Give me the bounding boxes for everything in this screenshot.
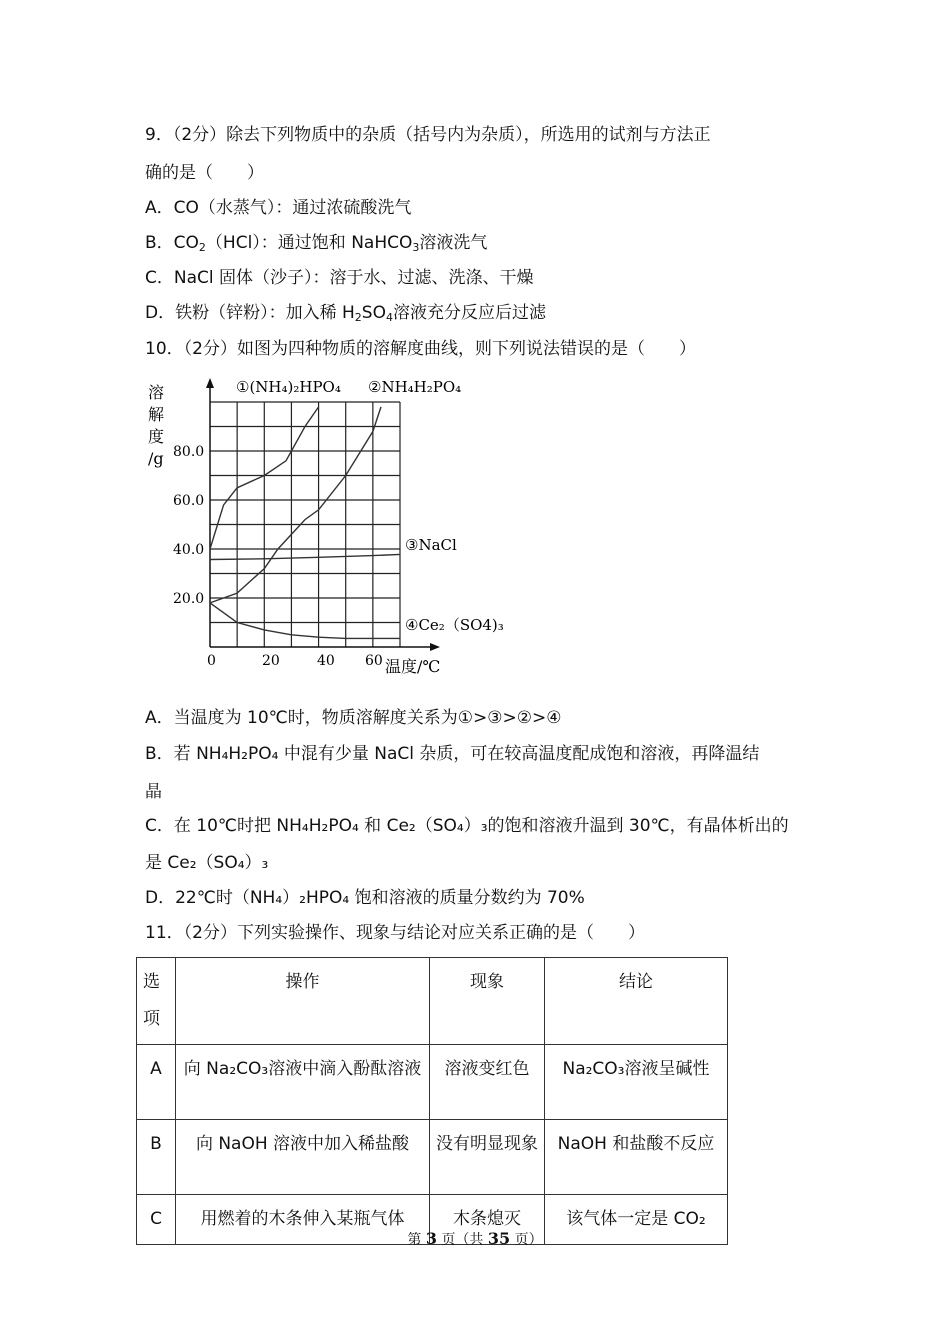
q10-option-d: D．22℃时（NH₄）₂HPO₄ 饱和溶液的质量分数约为 70% <box>145 888 585 908</box>
row-c-phenomenon: 木条熄灭 <box>430 1195 545 1245</box>
page-footer <box>0 1229 950 1249</box>
y-axis-arrow <box>206 378 214 388</box>
footer-suffix: 页） <box>514 1232 543 1248</box>
x-tick-label: 40 <box>317 653 335 669</box>
row-a-conclusion: Na₂CO₃溶液呈碱性 <box>545 1045 728 1120</box>
q9-option-b: B．$CO_2(HCl)$：通过饱和 NaHCO$_3$溶液洗气 <box>145 233 488 254</box>
x-axis-arrow <box>430 643 440 651</box>
row-c-option: C <box>137 1195 176 1245</box>
row-c-operation: 用燃着的木条伸入某瓶气体 <box>176 1195 430 1245</box>
header-phenomenon: 现象 <box>430 958 545 1045</box>
x-tick-label: 0 <box>207 653 216 669</box>
footer-total-pages: 35 <box>487 1229 511 1248</box>
footer-middle: 页（共 <box>441 1232 484 1248</box>
y-tick-label: 40.0 <box>173 542 205 558</box>
y-axis-label-char: 溶 <box>148 383 165 402</box>
footer-prefix: 第 <box>407 1232 422 1248</box>
header-option-text: 选项 <box>143 972 160 1029</box>
row-c-conclusion: 该气体一定是 CO₂ <box>545 1195 728 1245</box>
row-b-operation: 向 NaOH 溶液中加入稀盐酸 <box>176 1120 430 1195</box>
table-header-row <box>137 958 728 1045</box>
x-axis-label: 温度/℃ <box>385 657 441 676</box>
table-row <box>137 1120 728 1195</box>
q10-option-b-line2: 晶 <box>145 782 162 802</box>
series-line-4 <box>210 603 400 639</box>
series-label-4: ④Ce₂（SO4)₃ <box>405 616 504 634</box>
header-option <box>137 958 176 1045</box>
row-b-option: B <box>137 1120 176 1195</box>
solubility-chart <box>140 372 504 682</box>
series-line-3 <box>210 554 400 559</box>
row-b-phenomenon: 没有明显现象 <box>430 1120 545 1195</box>
header-conclusion: 结论 <box>545 958 728 1045</box>
q10-option-c-line2: 是 Ce₂（SO₄）₃ <box>145 853 269 873</box>
y-axis-label-char: 解 <box>148 405 165 424</box>
q9-option-c: C．NaCl 固体（沙子）：溶于水、过滤、洗涤、干燥 <box>145 268 534 288</box>
series-label-2: ②NH₄H₂PO₄ <box>368 378 462 396</box>
series-label-3: ③NaCl <box>405 536 457 554</box>
q9-option-d: D．铁粉（锌粉）：加入稀 $H_2SO_4$溶液充分反应后过滤 <box>145 303 546 324</box>
x-tick-label: 60 <box>365 653 383 669</box>
q10-option-c-line1: C．在 10℃时把 NH₄H₂PO₄ 和 Ce₂（SO₄）₃的饱和溶液升温到 30℃，有晶体析出的 <box>145 816 789 836</box>
q11-table <box>136 957 728 1245</box>
q9-option-a: A．CO（水蒸气）：通过浓硫酸洗气 <box>145 198 412 218</box>
row-a-operation: 向 Na₂CO₃溶液中滴入酚酞溶液 <box>176 1045 430 1120</box>
x-tick-label: 20 <box>262 653 280 669</box>
q10-option-b-line1: B．若 NH₄H₂PO₄ 中混有少量 NaCl 杂质，可在较高温度配成饱和溶液，再降温结 <box>145 744 760 764</box>
q11-stem: 11．（2分）下列实验操作、现象与结论对应关系正确的是（ ） <box>145 923 645 943</box>
series-label-1: ①(NH₄)₂HPO₄ <box>236 378 341 396</box>
header-operation: 操作 <box>176 958 430 1045</box>
y-axis-label-char: 度 <box>148 427 165 446</box>
table-row <box>137 1045 728 1120</box>
row-b-conclusion: NaOH 和盐酸不反应 <box>545 1120 728 1195</box>
q9-stem-line2: 确的是（ ） <box>145 163 264 183</box>
y-tick-label: 80.0 <box>173 444 205 460</box>
q9-stem-line1: 9．（2分）除去下列物质中的杂质（括号内为杂质），所选用的试剂与方法正 <box>145 125 711 145</box>
row-a-phenomenon: 溶液变红色 <box>430 1045 545 1120</box>
y-axis-label-char: /g <box>148 449 164 468</box>
y-tick-label: 20.0 <box>173 591 205 607</box>
footer-page-number: 3 <box>425 1229 437 1248</box>
y-tick-label: 60.0 <box>173 493 205 509</box>
q10-option-a: A．当温度为 10℃时，物质溶解度关系为①>③>②>④ <box>145 708 562 728</box>
row-a-option: A <box>137 1045 176 1120</box>
q10-stem: 10．（2分）如图为四种物质的溶解度曲线，则下列说法错误的是（ ） <box>145 339 696 359</box>
